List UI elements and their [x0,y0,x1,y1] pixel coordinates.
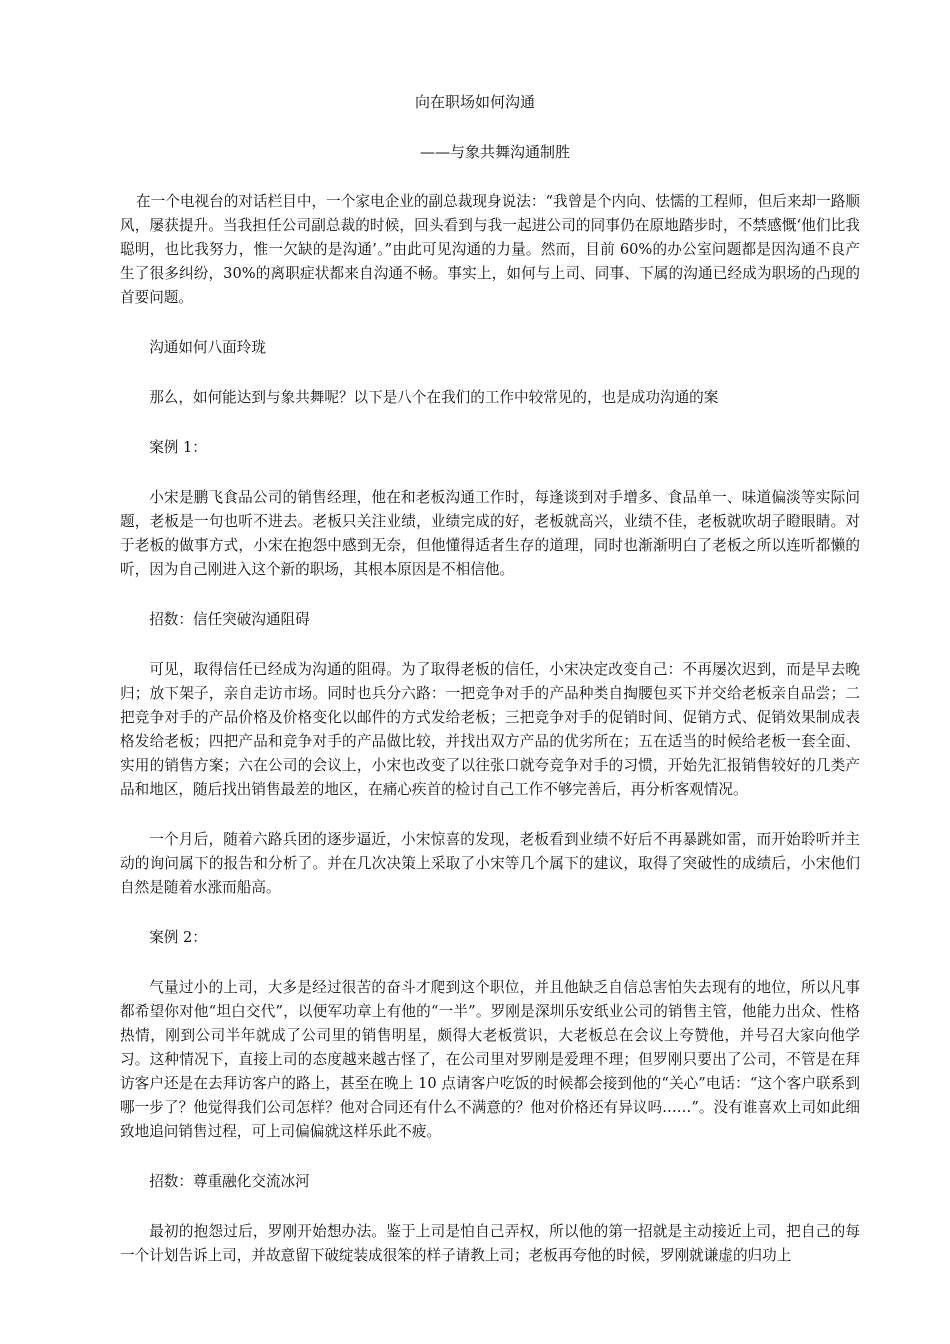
section-lead: 那么，如何能达到与象共舞呢？以下是八个在我们的工作中较常见的，也是成功沟通的案 [149,389,719,406]
tactic-1-paragraph: 可见，取得信任已经成为沟通的阻碍。为了取得老板的信任，小宋决定改变自己：不再屡次迟到，而是早去晚归；放下架子，亲自走访市场。同时也兵分六路：一把竞争对手的产品种类自掏腰包买下并交给老板亲自品尝；二把竞争对手的产品价格及价格变化以邮件的方式发给老板；三把竞争对手的促销时间、促销方式、促销效果制成表格发给老板；四把产品和竞争对手的产品做比较，并找出双方产品的优劣所在；五在适当的时候给老板一套全面、实用的销售方案；六在公司的会议上，小宋也改变了以往张口就夸竞争对手的习惯，开始先汇报销售较好的几类产品和地区，随后找出销售最差的地区，在痛心疾首的检讨自己工作不够完善后，再分析客观情况。 [120,661,860,798]
case-1-heading: 案例 1： [149,439,207,456]
result-1-paragraph: 一个月后，随着六路兵团的逐步逼近，小宋惊喜的发现，老板看到业绩不好后不再暴跳如雷，而开始聆听并主动的询问属下的报告和分析了。并在几次决策上采取了小宋等几个属下的建议，取得了突破性的成绩后，小宋他们自然是随着水涨而船高。 [120,831,860,896]
section-heading: 沟通如何八面玲珑 [149,339,266,356]
case-2-heading: 案例 2： [149,929,207,946]
tactic-2-heading: 招数：尊重融化交流冰河 [149,1173,310,1190]
paragraph-intro: 在一个电视台的对话栏目中，一个家电企业的副总裁现身说法：“我曾是个内向、怯懦的工程师，但后来却一路顺风，屡获提升。当我担任公司副总裁的时候，回头看到与我一起进公司的同事仍在原地踏步时，不禁感慨‘他们比我聪明，也比我努力，惟一欠缺的是沟通’。”由此可见沟通的力量。然而，目前 60%的办公室问题都是因沟通不良产生了很多纠纷，30%的离职症状都来自沟通不畅。事实上，如何与上司、同事、下属的沟通已经成为职场的凸现的首要问题。 [120,193,860,306]
document-body [120,190,860,1294]
case-2-paragraph: 气量过小的上司，大多是经过很苦的奋斗才爬到这个职位，并且他缺乏自信总害怕失去现有的地位，所以凡事都希望你对他“坦白交代”，以便军功章上有他的“一半”。罗刚是深圳乐安纸业公司的销售主管，他能力出众、性格热情，刚到公司半年就成了公司里的销售明星，颇得大老板赏识，大老板总在会议上夸赞他，并号召大家向他学习。这种情况下，直接上司的态度越来越古怪了，在公司里对罗刚是爱理不理；但罗刚只要出了公司，不管是在拜访客户还是在去拜访客户的路上，甚至在晚上 10 点请客户吃饭的时候都会接到他的“关心”电话：“这个客户联系到哪一步了？他觉得我们公司怎样？他对合同还有什么不满意的？他对价格还有异议吗……”。没有谁喜欢上司如此细致地追问销售过程，可上司偏偏就这样乐此不疲。 [120,979,860,1140]
tactic-2-paragraph: 最初的抱怨过后，罗刚开始想办法。鉴于上司是怕自己弄权，所以他的第一招就是主动接近上司，把自己的每一个计划告诉上司，并故意留下破绽装成很笨的样子请教上司；老板再夸他的时候，罗刚就谦虚的归功上 [120,1223,860,1264]
tactic-1-heading: 招数：信任突破沟通阻碍 [149,611,310,628]
case-1-paragraph: 小宋是鹏飞食品公司的销售经理，他在和老板沟通工作时，每逢谈到对手增多、食品单一、味道偏淡等实际问题，老板是一句也听不进去。老板只关注业绩，业绩完成的好，老板就高兴，业绩不佳，老板就吹胡子瞪眼睛。对于老板的做事方式，小宋在抱怨中感到无奈，但他懂得适者生存的道理，同时也渐渐明白了老板之所以连听都懒的听，因为自己刚进入这个新的职场，其根本原因是不相信他。 [120,489,860,578]
document-subtitle: ——与象共舞沟通制胜 [419,143,570,161]
document-title: 向在职场如何沟通 [414,93,535,111]
